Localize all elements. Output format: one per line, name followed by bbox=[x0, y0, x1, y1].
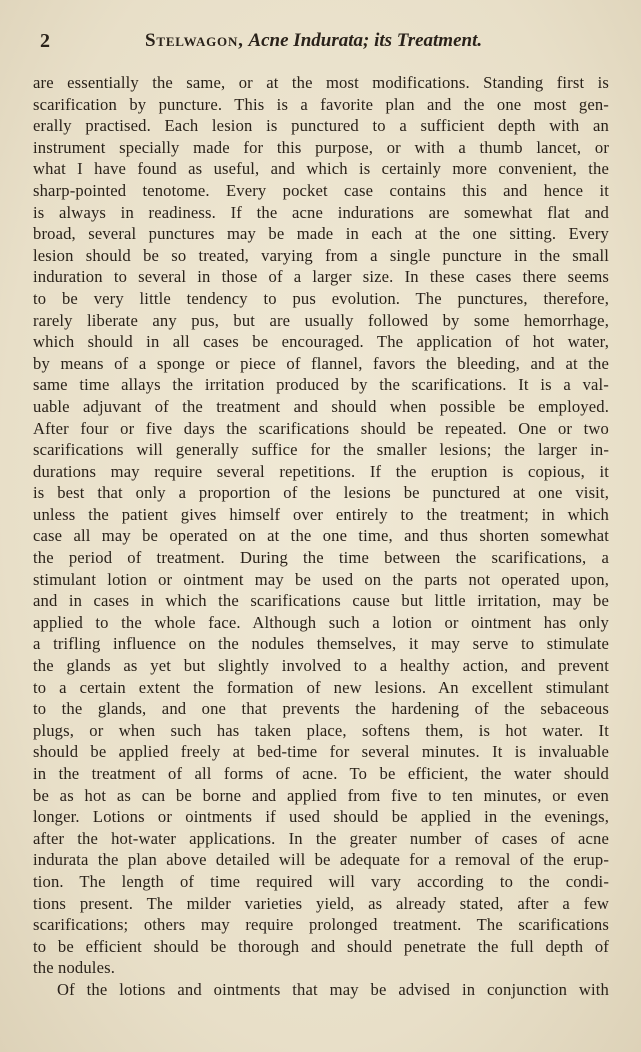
text-line: erally practised. Each lesion is punctured to a sufficient depth with an bbox=[33, 116, 609, 136]
text-line: uable adjuvant of the treatment and should when possible be employed. bbox=[33, 396, 609, 416]
text-line: case all may be operated on at the one time, and thus shorten somewhat bbox=[33, 526, 609, 546]
text-line: plugs, or when such has taken place, softens them, is hot water. It bbox=[33, 720, 609, 740]
running-title bbox=[145, 30, 482, 52]
body-text bbox=[33, 72, 609, 1001]
text-line: instrument specially made for this purpose, or with a thumb lancet, or bbox=[33, 137, 609, 157]
text-line: are essentially the same, or at the most modifications. Standing first is bbox=[33, 73, 609, 92]
text-line-paragraph-end: the nodules. bbox=[33, 958, 115, 978]
text-line: induration to several in those of a larger size. In these cases there seems bbox=[33, 267, 609, 287]
text-line: the period of treatment. During the time between the scarifications, a bbox=[33, 548, 609, 568]
running-title-author: Stelwagon, bbox=[145, 30, 244, 51]
text-line: tion. The length of time required will vary according to the condi- bbox=[33, 871, 609, 891]
running-title-italic-2: its Treatment. bbox=[374, 30, 483, 51]
text-line: broad, several punctures may be made in each at the one sitting. Every bbox=[33, 224, 609, 244]
text-line: longer. Lotions or ointments if used should be applied in the evenings, bbox=[33, 807, 609, 827]
text-line: lesion should be so treated, varying from a single puncture in the small bbox=[33, 245, 609, 265]
text-line: in the treatment of all forms of acne. To be efficient, the water should bbox=[33, 764, 609, 783]
text-line: durations may require several repetitions. If the eruption is copious, it bbox=[33, 461, 609, 481]
text-line: is best that only a proportion of the lesions be punctured at one visit, bbox=[33, 483, 609, 503]
text-line: by means of a sponge or piece of flannel, favors the bleeding, and at the bbox=[33, 353, 609, 373]
running-header bbox=[40, 30, 615, 54]
text-line: same time allays the irritation produced by the scarifications. It is a val- bbox=[33, 375, 609, 395]
text-line: to be efficient should be thorough and should penetrate the full depth of bbox=[33, 936, 609, 956]
text-line: scarifications; others may require prolonged treatment. The scarifications bbox=[33, 915, 609, 935]
running-title-italic-1: Acne Indurata; bbox=[248, 30, 370, 51]
page-number: 2 bbox=[40, 30, 51, 52]
text-line: scarification by puncture. This is a favorite plan and the one most gen- bbox=[33, 94, 609, 114]
text-line: after the hot-water applications. In the greater number of cases of acne bbox=[33, 828, 609, 848]
text-line: to be very little tendency to pus evolution. The punctures, therefore, bbox=[33, 288, 609, 308]
text-line: which should in all cases be encouraged. The application of hot water, bbox=[33, 332, 609, 352]
text-line: sharp-pointed tenotome. Every pocket case contains this and hence it bbox=[33, 180, 609, 200]
text-line: to the glands, and one that prevents the hardening of the sebaceous bbox=[33, 699, 609, 719]
text-line: the glands as yet but slightly involved to a healthy action, and prevent bbox=[33, 656, 609, 676]
text-line: a trifling influence on the nodules themselves, it may serve to stimulate bbox=[33, 634, 609, 654]
text-line: and in cases in which the scarifications cause but little irritation, may be bbox=[33, 591, 609, 611]
text-line: tions present. The milder varieties yield, as already stated, after a few bbox=[33, 893, 609, 913]
text-line: stimulant lotion or ointment may be used on the parts not operated upon, bbox=[33, 569, 609, 589]
text-line: rarely liberate any pus, but are usually followed by some hemorrhage, bbox=[33, 310, 609, 330]
text-line: is always in readiness. If the acne indurations are somewhat flat and bbox=[33, 202, 609, 222]
text-line-paragraph-start: Of the lotions and ointments that may be advised in conjunction with bbox=[57, 979, 609, 999]
text-line: should be applied freely at bed-time for several minutes. It is invaluable bbox=[33, 742, 609, 762]
text-line: After four or five days the scarifications should be repeated. One or two bbox=[33, 418, 609, 438]
text-line: what I have found as useful, and which is certainly more convenient, the bbox=[33, 159, 609, 179]
text-line: unless the patient gives himself over entirely to the treatment; in which bbox=[33, 504, 609, 524]
text-line: to a certain extent the formation of new lesions. An excellent stimulant bbox=[33, 677, 609, 697]
text-line: scarifications will generally suffice for the smaller lesions; the larger in- bbox=[33, 440, 609, 460]
text-line: applied to the whole face. Although such a lotion or ointment has only bbox=[33, 612, 609, 632]
text-line: be as hot as can be borne and applied from five to ten minutes, or even bbox=[33, 785, 609, 805]
text-line: indurata the plan above detailed will be adequate for a removal of the erup- bbox=[33, 850, 609, 870]
